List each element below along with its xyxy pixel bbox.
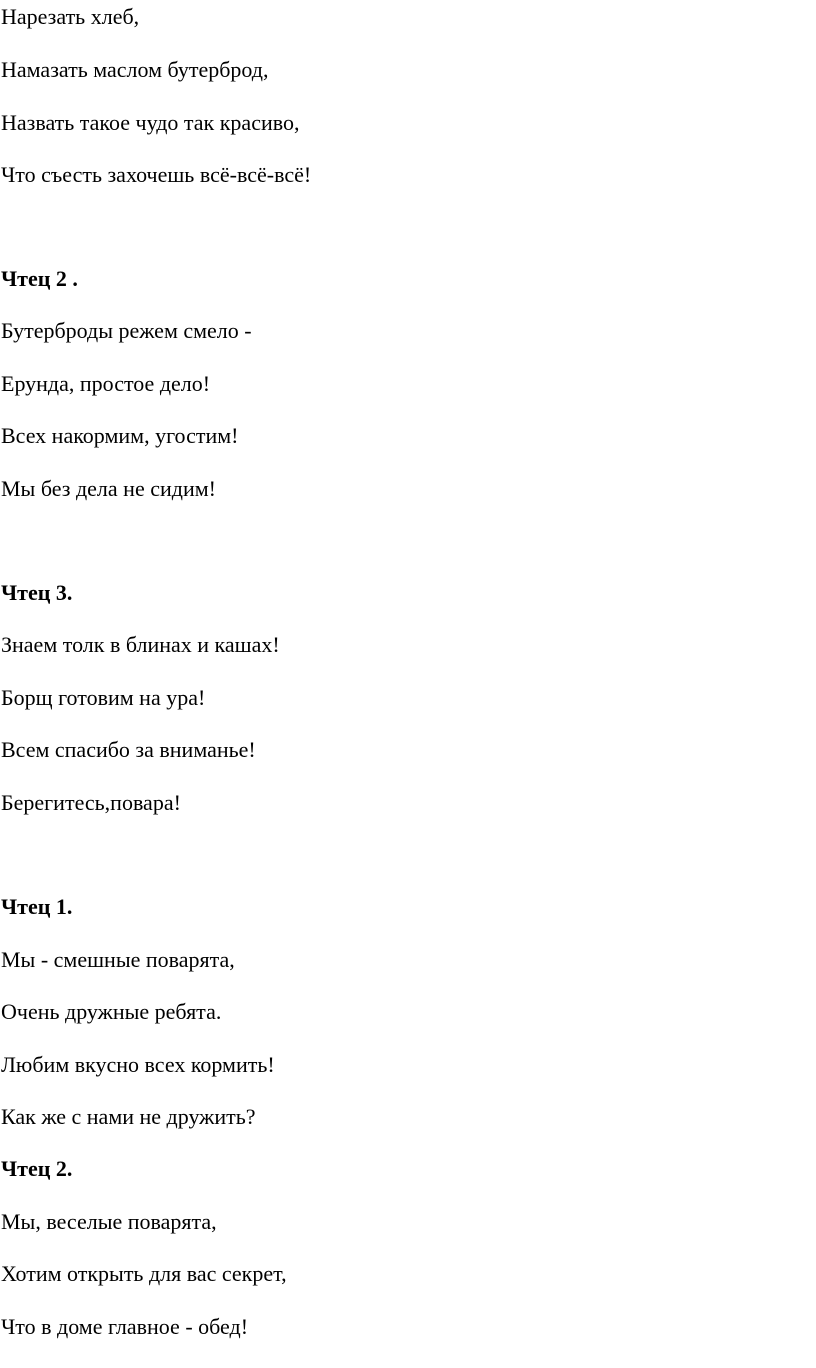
verse-line: Борщ готовим на ура! [1, 685, 206, 710]
verse-line: Знаем толк в блинах и кашах! [1, 632, 280, 657]
verse-line: Что в доме главное - обед! [1, 1314, 249, 1339]
speaker-heading: Чтец 3. [1, 580, 73, 605]
verse-line: Мы без дела не сидим! [1, 476, 216, 501]
speaker-heading: Чтец 2. [1, 1156, 73, 1181]
verse-line: Бутерброды режем смело - [1, 318, 252, 343]
verse-line: Ерунда, простое дело! [1, 371, 211, 396]
intro-line-3: Назвать такое чудо так красиво, [1, 110, 300, 135]
verse-line: Всем спасибо за вниманье! [1, 737, 256, 762]
verse-line: Всех накормим, угостим! [1, 423, 239, 448]
verse-line: Любим вкусно всех кормить! [1, 1052, 275, 1077]
verse-line: Очень дружные ребята. [1, 999, 222, 1024]
verse-line: Мы - смешные поварята, [1, 947, 235, 972]
speaker-heading: Чтец 1. [1, 894, 73, 919]
intro-line-4: Что съесть захочешь всё-всё-всё! [1, 162, 312, 187]
intro-line-1: Нарезать хлеб, [1, 4, 140, 29]
verse-line: Как же с нами не дружить? [1, 1104, 256, 1129]
verse-line: Мы, веселые поварята, [1, 1209, 217, 1234]
speaker-heading: Чтец 2 . [1, 266, 78, 291]
intro-line-2: Намазать маслом бутерброд, [1, 57, 269, 82]
verse-line: Берегитесь,повара! [1, 790, 181, 815]
verse-line: Хотим открыть для вас секрет, [1, 1261, 287, 1286]
